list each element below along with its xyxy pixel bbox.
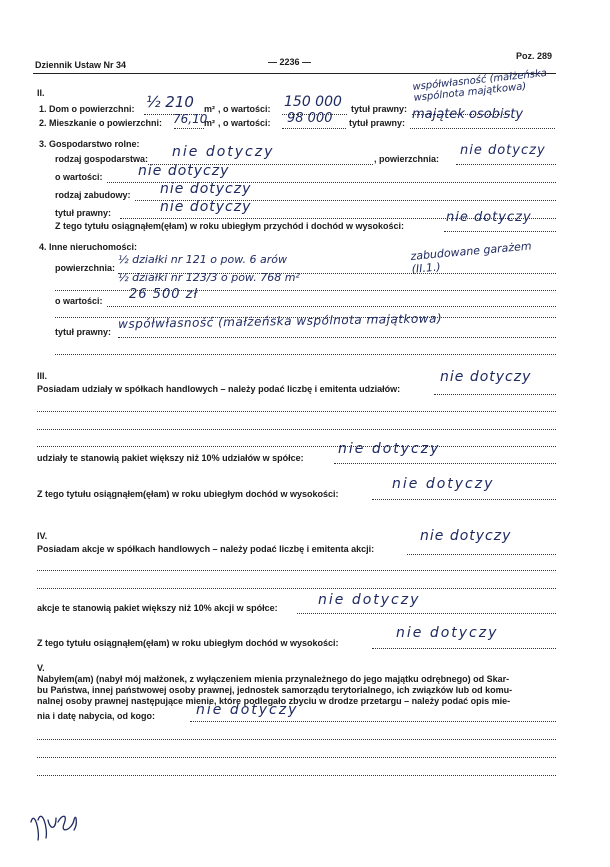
flat-title-value: majątek osobisty bbox=[412, 107, 524, 122]
shares-blank-1 bbox=[37, 411, 556, 412]
farm-income-label: Z tego tytułu osiągnąłem(ęłam) w roku ubiegłym przychód i dochód w wysokości: bbox=[55, 221, 405, 231]
stocks-income-label: Z tego tytułu osiągnąłem(ęłam) w roku ubiegłym dochód w wysokości: bbox=[37, 638, 339, 648]
stocks-value: nie dotyczy bbox=[420, 528, 512, 544]
journal-name: Dziennik Ustaw Nr 34 bbox=[35, 60, 127, 70]
farm-area-line bbox=[456, 164, 556, 165]
acquired-text-1: Nabyłem(am) (nabył mój małżonek, z wyłączeniem mienia przynależnego do jego majątku odrębnego) od Skar- bbox=[37, 674, 510, 684]
flat-value-label: , o wartości: bbox=[218, 118, 271, 128]
acquired-line bbox=[190, 721, 556, 722]
stocks-income-line bbox=[372, 648, 556, 649]
shares-blank-3 bbox=[37, 446, 556, 447]
stocks-label: Posiadam akcje w spółkach handlowych – należy podać liczbę i emitenta akcji: bbox=[37, 544, 375, 554]
other-area-note: zabudowane garażem (II.1.) bbox=[410, 239, 533, 276]
farm-title-label: tytuł prawny: bbox=[55, 208, 112, 218]
other-title-value: współwłasność (małżeńska wspólnota majątkowa) bbox=[117, 311, 443, 331]
handwritten-signature bbox=[26, 800, 86, 850]
house-title-value: współwłasność (małżeńska wspólnota majątkowa) bbox=[412, 67, 548, 104]
farm-type-value: nie dotyczy bbox=[172, 144, 275, 160]
farm-label: 3. Gospodarstwo rolne: bbox=[39, 139, 140, 149]
other-area-value-1: ½ działki nr 121 o pow. 6 arów bbox=[118, 253, 287, 266]
other-value-label: o wartości: bbox=[55, 296, 103, 306]
shares-10pct-value: nie dotyczy bbox=[338, 441, 441, 457]
house-title-label: tytuł prawny: bbox=[351, 104, 408, 114]
flat-value: 98 000 bbox=[287, 111, 333, 126]
farm-area-label: , powierzchnia: bbox=[374, 154, 440, 164]
shares-blank-2 bbox=[37, 429, 556, 430]
other-area-value-2: ½ działki nr 123/3 o pow. 768 m² bbox=[118, 271, 300, 284]
section-ii-heading: II. bbox=[37, 88, 45, 98]
acquired-value: nie dotyczy bbox=[196, 702, 299, 718]
farm-income-line bbox=[444, 231, 556, 232]
shares-10pct-line bbox=[334, 463, 556, 464]
section-v-heading: V. bbox=[37, 663, 45, 673]
section-iii-heading: III. bbox=[37, 371, 48, 381]
flat-area-line bbox=[174, 128, 204, 129]
house-value: 150 000 bbox=[284, 94, 342, 110]
farm-build-label: rodzaj zabudowy: bbox=[55, 190, 131, 200]
header-rule bbox=[33, 73, 556, 74]
house-area-label: 1. Dom o powierzchni: bbox=[39, 104, 135, 114]
other-title-label: tytuł prawny: bbox=[55, 327, 112, 337]
shares-income-value: nie dotyczy bbox=[392, 476, 495, 492]
other-area-label: powierzchnia: bbox=[55, 263, 116, 273]
farm-type-label: rodzaj gospodarstwa: bbox=[55, 154, 149, 164]
acquired-blank-3 bbox=[37, 775, 556, 776]
stocks-10pct-label: akcje te stanowią pakiet większy niż 10% akcji w spółce: bbox=[37, 603, 278, 613]
flat-title-line bbox=[410, 128, 555, 129]
flat-title-label: tytuł prawny: bbox=[349, 118, 406, 128]
flat-area-value: 76,10 bbox=[173, 112, 208, 126]
house-value-label: , o wartości: bbox=[218, 104, 271, 114]
stocks-blank-2 bbox=[37, 588, 556, 589]
stocks-income-value: nie dotyczy bbox=[396, 625, 499, 641]
farm-income-value: nie dotyczy bbox=[446, 210, 532, 225]
house-area-value: ½ 210 bbox=[146, 93, 194, 111]
other-title-line bbox=[118, 337, 556, 338]
farm-title-value: nie dotyczy bbox=[160, 199, 252, 215]
stocks-10pct-value: nie dotyczy bbox=[318, 592, 421, 608]
shares-value: nie dotyczy bbox=[440, 369, 532, 385]
other-value: 26 500 zł bbox=[129, 287, 199, 302]
section-iv-heading: IV. bbox=[37, 531, 48, 541]
flat-area-label: 2. Mieszkanie o powierzchni: bbox=[39, 118, 163, 128]
acquired-text-3: nalnej osoby prawnej następujące mienie, które podlegało zbyciu w drodze przetargu – należy podać opis mie- bbox=[37, 696, 511, 706]
stocks-blank-1 bbox=[37, 570, 556, 571]
shares-line bbox=[434, 394, 556, 395]
acquired-blank-2 bbox=[37, 757, 556, 758]
flat-value-line bbox=[282, 128, 346, 129]
acquired-text-2: bu Państwa, innej państwowej osoby prawnej, jednostek samorządu terytorialnego, ich związków lub od komu- bbox=[37, 685, 513, 695]
other-value-line bbox=[107, 306, 556, 307]
shares-income-label: Z tego tytułu osiągnąłem(ęłam) w roku ubiegłym dochód w wysokości: bbox=[37, 489, 339, 499]
stocks-10pct-line bbox=[297, 613, 556, 614]
shares-10pct-label: udziały te stanowią pakiet większy niż 10% udziałów w spółce: bbox=[37, 453, 304, 463]
farm-value-label: o wartości: bbox=[55, 172, 103, 182]
farm-build-value: nie dotyczy bbox=[160, 181, 252, 197]
other-blank-line-2 bbox=[55, 354, 556, 355]
acquired-blank-1 bbox=[37, 739, 556, 740]
stocks-line bbox=[407, 554, 556, 555]
farm-value: nie dotyczy bbox=[138, 163, 230, 179]
flat-area-unit: m² bbox=[204, 118, 215, 128]
position-number: Poz. 289 bbox=[516, 51, 553, 61]
other-property-label: 4. Inne nieruchomości: bbox=[39, 242, 138, 252]
farm-area-value: nie dotyczy bbox=[460, 143, 546, 158]
shares-income-line bbox=[372, 499, 556, 500]
house-area-unit: m² bbox=[204, 104, 215, 114]
shares-label: Posiadam udziały w spółkach handlowych – należy podać liczbę i emitenta udziałów: bbox=[37, 384, 401, 394]
page-number: — 2236 — bbox=[268, 57, 312, 67]
acquired-text-4: nia i datę nabycia, od kogo: bbox=[37, 711, 156, 721]
